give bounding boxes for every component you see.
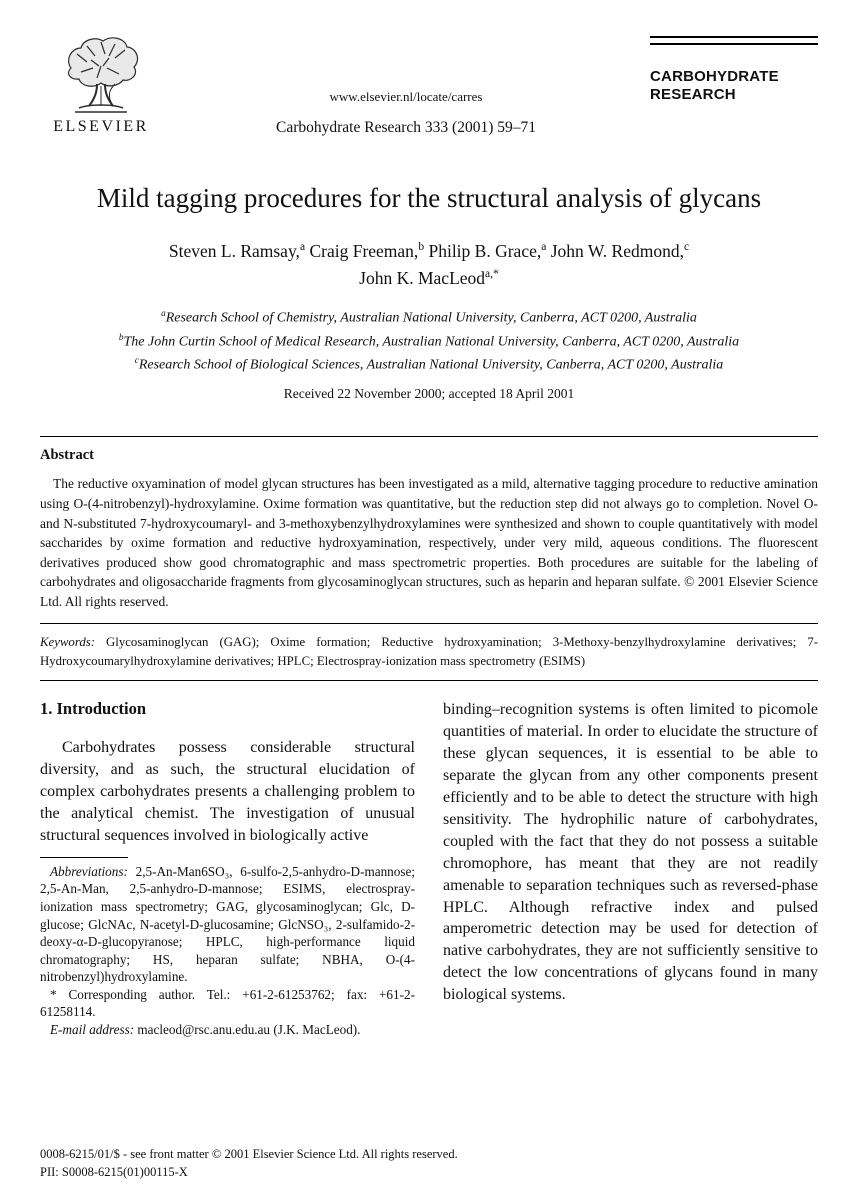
keywords-label: Keywords: [40,635,95,650]
introduction-paragraph: Carbohydrates possess considerable structural diversity, and as such, the structural elucidation of complex carbohydrates presents a challenging problem to the analytical chemist. The investigation of unusual structural sequences involved in biologically active [40,739,415,845]
author-affiliation-mark: a [541,241,547,254]
author-name: Philip B. Grace, [424,241,542,262]
footnote-block [40,847,415,1038]
elsevier-logo [40,34,162,136]
author-name: John W. Redmond, [546,241,684,262]
abstract-top-rule [40,436,818,437]
authors-line-2 [40,265,818,292]
copyright-line: 0008-6215/01/$ - see front matter © 2001 Elsevier Science Ltd. All rights reserved. [40,1146,458,1161]
keywords-top-rule [40,623,818,624]
abbreviations-label: Abbreviations: [50,863,128,879]
elsevier-tree-icon [57,34,145,116]
author-name: John K. MacLeod [359,268,486,289]
left-column [40,699,415,1038]
author-name: Craig Freeman, [305,241,419,262]
authors-line-1 [40,238,818,265]
journal-citation: Carbohydrate Research 333 (2001) 59–71 [276,119,536,136]
introduction-heading: 1. Introduction [40,699,147,719]
received-dates: Received 22 November 2000; accepted 18 April 2001 [283,386,575,402]
affiliation-text: The John Curtin School of Medical Research, Australian National University, Canberra, ACT 0200, Australia [123,334,740,350]
page-footer [40,1145,818,1183]
author-affiliation-mark: a [299,241,306,254]
right-column [443,699,818,1038]
journal-name: CARBOHYDRATE RESEARCH [650,68,779,103]
email-label: E-mail address: [50,1021,135,1037]
affiliation-mark: b [118,331,124,342]
affiliation-line [40,306,818,329]
article-title: Mild tagging procedures for the structural analysis of glycans [96,183,762,213]
affiliation-line [40,330,818,353]
keywords-bottom-rule [40,680,818,681]
introduction-continued: binding–recognition systems is often limited to picomole quantities of material. In order to elucidate the structure of these glycan sequences, it is essential to be able to separate the glycan from any other components present efficiently and to be able to detect the structure with high sensitivity. The hydrophilic nature of carbohydrates, coupled with the fact that they do not possess a suitable chromophore, has meant that they are not readily amenable to separation techniques such as reversed-phase HPLC. Although refractive index and pulsed amperometric detection may be used for detection of native carbohydrates, they are not sufficiently sensitive to detect the low concentrations of glycans found in many biological systems. [443,701,818,1004]
keywords [40,633,818,670]
corresponding-author-note: * Corresponding author. Tel.: +61-2-61253762; fax: +61-2-61258114. [40,986,415,1020]
email-address-link[interactable]: macleod@rsc.anu.edu.au (J.K. MacLeod). [134,1021,361,1037]
abbreviations-note [40,863,415,986]
page-header [40,34,818,137]
affiliation-mark: c [134,355,139,366]
affiliation-text: Research School of Chemistry, Australian National University, Canberra, ACT 0200, Australia [165,311,697,326]
author-name: Steven L. Ramsay, [168,241,300,262]
header-center [162,34,650,137]
pii-line: PII: S0008-6215(01)00115-X [40,1165,188,1180]
footnote-rule [40,857,128,858]
affiliation-line [40,353,818,376]
publisher-name: ELSEVIER [53,118,149,135]
affiliations [40,306,818,376]
journal-url-link[interactable]: www.elsevier.nl/locate/carres [329,89,483,104]
article-body [40,699,818,1038]
journal-name-box [650,34,818,103]
abstract-heading: Abstract [40,447,94,464]
double-rule [650,36,818,45]
abbreviations-text: 2,5-An-Man6SO₃, 6-sulfo-2,5-anhydro-D-mannose; 2,5-An-Man, 2,5-anhydro-D-mannose; ESIMS, electrospray-ionization mass spectrometry; GAG, glycosaminoglycan; Glc, D-glucose; GlcNAc, N-acetyl-D-glucosamine; GlcNSO₃, 2-sulfamido-2-deoxy-α-D-glucopyranose; HPLC, high-performance liquid chromatography; HS, heparan sulfate; NBHA, O-(4-nitrobenzyl)hydroxylamine. [40,863,415,985]
abstract-text: The reductive oxyamination of model glycan structures has been investigated as a mild, alternative tagging procedure to reductive amination using O-(4-nitrobenzyl)-hydroxylamine. Oxime formation was quantitative, but the reduction step did not always go to completion. Novel O- and N-substituted 7-hydroxycoumaryl- and 3-methoxybenzylhydroxylamines were synthesized and shown to couple quantitatively with model saccharides by oxime formation and reductive hydroxyamination, respectively, under very mild, aqueous conditions. The fluorescent derivatives produced show good chromatographic and mass spectrometric properties. Both procedures are suitable for the labeling of carbohydrates and oligosaccharide fragments from glycosaminoglycan structures, such as heparin and heparan sulfate. © 2001 Elsevier Science Ltd. All rights reserved. [40,476,818,609]
author-list [40,238,818,292]
author-affiliation-mark: a,* [485,268,499,281]
author-affiliation-mark: c [683,241,690,254]
affiliation-mark: a [161,308,166,319]
keywords-text: Glycosaminoglycan (GAG); Oxime formation; Reductive hydroxyamination; 3-Methoxy-benzylhydroxylamine derivatives; 7-Hydroxycoumarylhydroxylamine derivatives; HPLC; Electrospray-ionization mass spectrometry (ESIMS) [40,635,818,668]
author-affiliation-mark: b [418,241,425,254]
email-note [40,1021,415,1039]
affiliation-text: Research School of Biological Sciences, Australian National University, Canberra, ACT 0200, Australia [138,357,724,373]
